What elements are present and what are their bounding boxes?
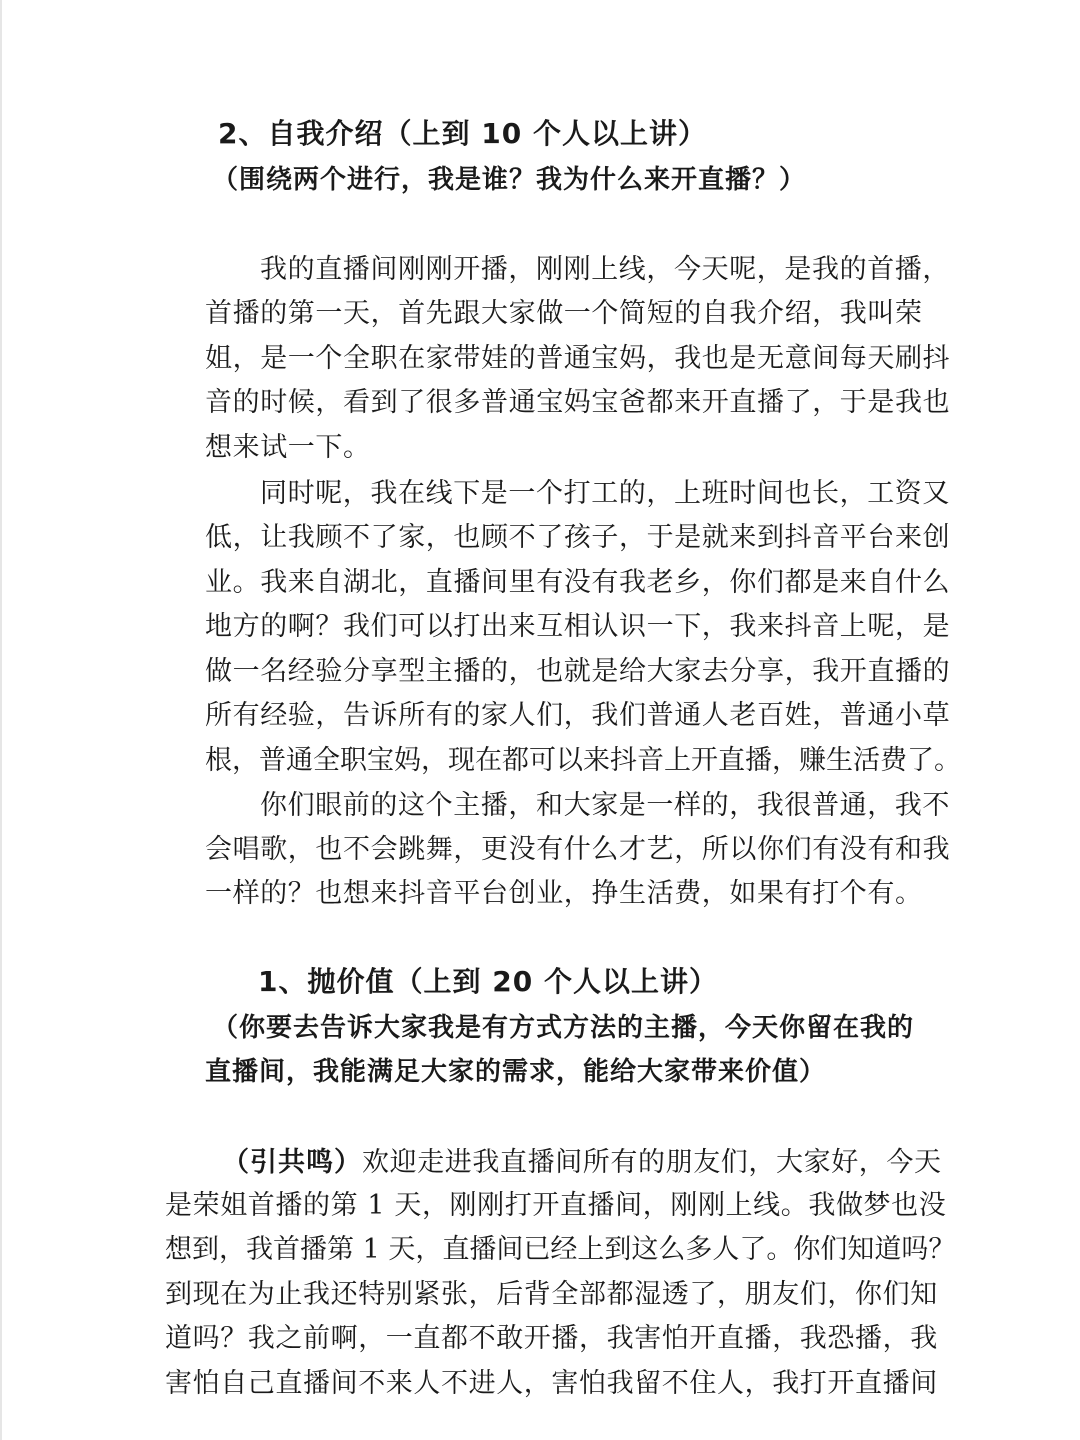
section2-p1-line: 是荣姐首播的第 1 天，刚刚打开直播间，刚刚上线。我做梦也没 [165,1190,947,1221]
section1-p2-line: 同时呢，我在线下是一个打工的，上班时间也长，工资又 [260,478,950,509]
section1-p3-line: 一样的？也想来抖音平台创业，挣生活费，如果有打个有。 [205,878,923,909]
section2-heading: 1、抛价值（上到 20 个人以上讲） [258,965,718,998]
section2-p1-lead-text: 欢迎走进我直播间所有的朋友们，大家好，今天 [362,1147,942,1178]
section1-p1-line: 我的直播间刚刚开播，刚刚上线，今天呢，是我的首播， [260,254,950,285]
page-edge [0,0,2,1440]
section1-p3-line: 你们眼前的这个主播，和大家是一样的，我很普通，我不 [260,790,950,821]
section1-p2-line: 低，让我顾不了家，也顾不了孩子，于是就来到抖音平台来创 [205,522,951,553]
section2-p1-line: 到现在为止我还特别紧张，后背全部都湿透了，朋友们，你们知 [165,1279,938,1310]
section1-p3-line: 会唱歌，也不会跳舞，更没有什么才艺，所以你们有没有和我 [205,834,951,865]
section1-p1-line: 姐，是一个全职在家带娃的普通宝妈，我也是无意间每天刷抖 [205,343,951,374]
section1-p1-line: 首播的第一天，首先跟大家做一个简短的自我介绍，我叫荣 [205,298,923,329]
section2-p1-line: 害怕自己直播间不来人不进人，害怕我留不住人，我打开直播间 [165,1368,938,1399]
section2-subheading: 直播间，我能满足大家的需求，能给大家带来价值） [205,1057,827,1087]
resonance-label: （引共鸣） [222,1147,362,1178]
section2-p1-line: 道吗？我之前啊，一直都不敢开播，我害怕开直播，我恐播，我 [165,1323,938,1354]
section1-p2-line: 业。我来自湖北，直播间里有没有我老乡，你们都是来自什么 [205,567,951,598]
section1-heading: 2、自我介绍（上到 10 个人以上讲） [218,117,707,150]
section1-subheading: （围绕两个进行，我是谁？我为什么来开直播？） [212,165,807,195]
section1-p1-line: 想来试一下。 [205,432,371,463]
section1-p2-line: 根，普通全职宝妈，现在都可以来抖音上开直播，赚生活费了。 [205,745,961,776]
section1-p2-line: 做一名经验分享型主播的，也就是给大家去分享，我开直播的 [205,656,951,687]
section1-p1-line: 音的时候，看到了很多普通宝妈宝爸都来开直播了，于是我也 [205,387,951,418]
section1-p2-line: 地方的啊？我们可以打出来互相认识一下，我来抖音上呢，是 [205,611,951,642]
section2-p1-first-line [222,1146,942,1180]
section1-p2-line: 所有经验，告诉所有的家人们，我们普通人老百姓，普通小草 [205,700,951,731]
section2-subheading: （你要去告诉大家我是有方式方法的主播，今天你留在我的 [212,1013,915,1043]
section2-p1-line: 想到，我首播第 1 天，直播间已经上到这么多人了。你们知道吗？ [165,1234,956,1265]
